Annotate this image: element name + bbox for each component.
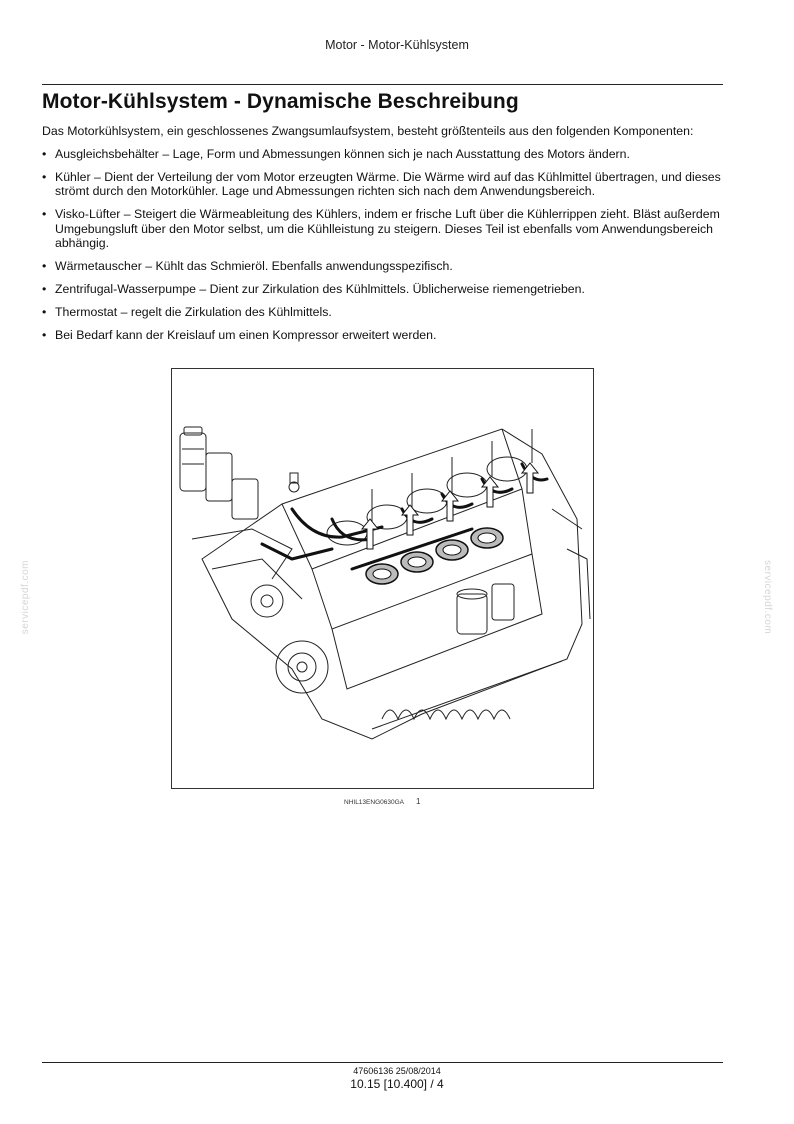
intro-paragraph: Das Motorkühlsystem, ein geschlossenes Zwangsumlaufsystem, besteht größtenteils aus den folgenden Komponenten: xyxy=(42,124,694,138)
section-title: Motor-Kühlsystem - Dynamische Beschreibung xyxy=(42,90,519,113)
watermark-left: servicepdf.com xyxy=(20,560,31,635)
page-reference: 10.15 [10.400] / 4 xyxy=(350,1077,444,1091)
list-item: • Zentrifugal-Wasserpumpe – Dient zur Zirkulation des Kühlmittels. Üblicherweise riemengetrieben. xyxy=(42,282,725,296)
list-item: • Kühler – Dient der Verteilung der vom Motor erzeugten Wärme. Die Wärme wird auf das Kühlmittel übertragen, und dieses strömt durch den Motorkühler. Lage und Abmessungen richten sich nach dem Anwendungsbereich. xyxy=(42,170,725,199)
watermark-right: servicepdf.com xyxy=(762,560,773,635)
list-item: • Wärmetauscher – Kühlt das Schmieröl. Ebenfalls anwendungsspezifisch. xyxy=(42,259,725,273)
footer-divider xyxy=(42,1062,723,1063)
document-id: 47606136 25/08/2014 xyxy=(353,1066,441,1076)
header-divider xyxy=(42,84,723,85)
list-item: • Ausgleichsbehälter – Lage, Form und Abmessungen können sich je nach Ausstattung des Motors ändern. xyxy=(42,147,725,161)
body-content xyxy=(42,124,725,350)
engine-cooling-illustration-icon xyxy=(172,369,593,788)
list-item: • Visko-Lüfter – Steigert die Wärmeableitung des Kühlers, indem er frische Luft über die Kühlerrippen zieht. Bläst außerdem Umgebungsluft über den Motor selbst, um die Kühlleistung zu steigern. Dieses Teil ist ebenfalls vom Anwendungsbereich abhängig. xyxy=(42,207,725,250)
page-footer xyxy=(0,1066,794,1091)
list-item: • Thermostat – regelt die Zirkulation des Kühlmittels. xyxy=(42,305,725,319)
component-list xyxy=(42,147,725,342)
figure-caption xyxy=(344,797,420,806)
running-header: Motor - Motor-Kühlsystem xyxy=(325,38,469,52)
figure-number: 1 xyxy=(415,797,421,806)
list-item: • Bei Bedarf kann der Kreislauf um einen Kompressor erweitert werden. xyxy=(42,328,725,342)
engine-figure xyxy=(171,368,594,789)
figure-code: NHIL13ENG0630GA xyxy=(344,799,404,806)
